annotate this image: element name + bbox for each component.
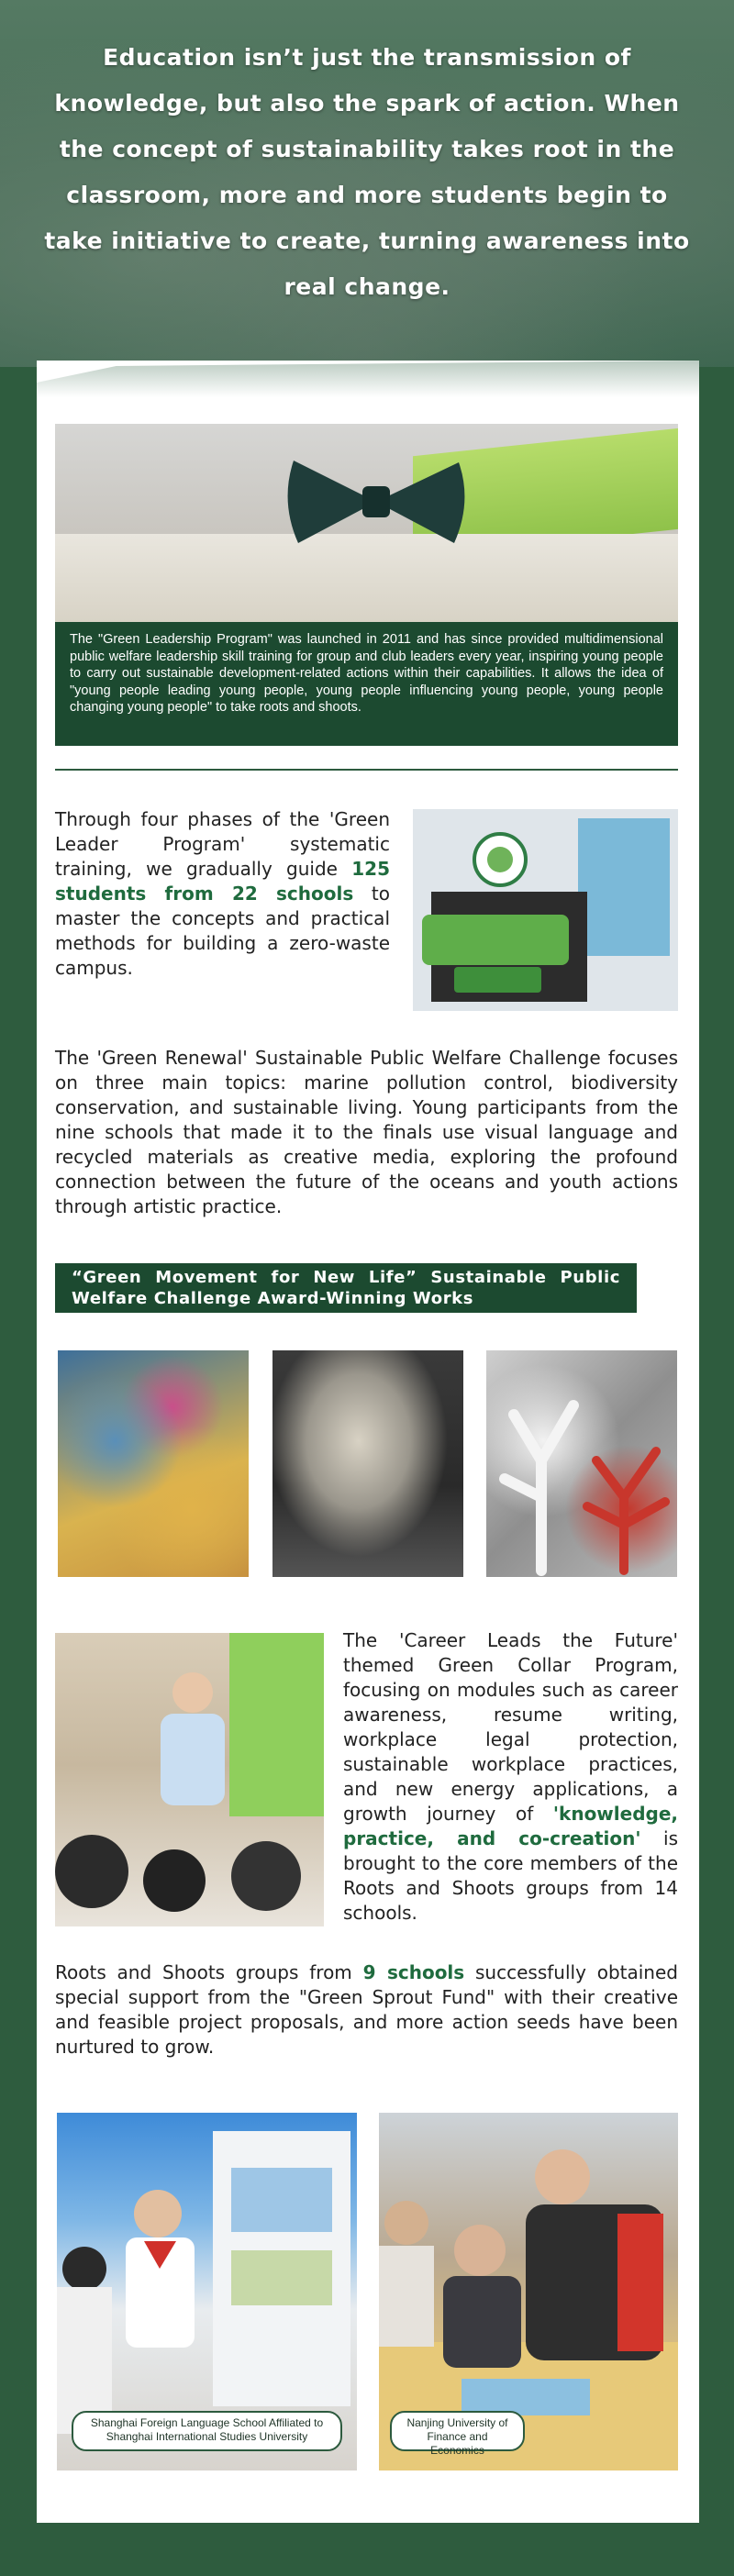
bow-tie-photo [55,424,678,622]
fund-paragraph: Roots and Shoots groups from 9 schools successfully obtained special support from the "Green Sprout Fund" with their creative and feasible project proposals, and more action seeds have been nurtured to grow. [55,1961,678,2058]
school-label-2: Nanjing University of Finance and Economics [390,2411,525,2451]
green-leader-sign-photo [413,809,678,1011]
fund-highlight: 9 schools [362,1961,465,1983]
challenge-paragraph: The 'Green Renewal' Sustainable Public Welfare Challenge focuses on three main topics: marine pollution control, biodiversity conservation, and sustainable living. Young participants from the nine schools that made it to the finals use visual language and recycled materials as creative media, exploring the profound connection between the future of the oceans and youth actions through artistic practice. [55,1047,678,1217]
career-speaker-photo [55,1633,324,1926]
sign-illustration [413,809,678,1011]
phases-highlight: 125 students from 22 schools [55,858,390,905]
career-paragraph: The 'Career Leads the Future' themed Green Collar Program, focusing on modules such as career awareness, resume writing, workplace legal protection, sustainable workplace practices, and new energy applications, a growth journey of 'knowledge, practice, and co-creation' is brought to the core members of the Roots and Shoots groups from 14 schools. [343,1629,678,1924]
artwork-recycled-sculpture [272,1350,463,1577]
hero-quote: Education isn’t just the transmission of knowledge, but also the spark of action. When the concept of sustainability takes root in the classroom, more and more students begin to take initiative to create, turning awareness into real change. [44,44,690,300]
program-caption: The "Green Leadership Program" was launched in 2011 and has since provided multidimensional public welfare leadership skill training for group and club leaders every year, inspiring young people to carry out sustainable development-related actions within their capabilities. It allows the idea of "young people leading young people, young people influencing young people, young people changing young people" to take roots and shoots. [55,622,678,746]
hero-banner [0,0,734,367]
speaker-illustration [55,1633,324,1926]
career-highlight: 'knowledge, practice, and co-creation' [343,1803,678,1849]
section-divider [55,769,678,771]
coral-illustration [486,1350,677,1577]
phases-paragraph: Through four phases of the 'Green Leader Program' systematic training, we gradually guide 125 students from 22 schools to master the concepts and practical methods for building a zero-waste campus. [55,808,391,979]
artwork-coral-relief [486,1350,677,1577]
bow-tie-icon [275,451,477,552]
page-curl-decoration [37,361,699,397]
school-label-1: Shanghai Foreign Language School Affiliated to Shanghai International Studies University [72,2411,342,2451]
artwork-ocean-collage [58,1350,249,1577]
award-banner: “Green Movement for New Life” Sustainable Public Welfare Challenge Award-Winning Works [55,1263,637,1313]
